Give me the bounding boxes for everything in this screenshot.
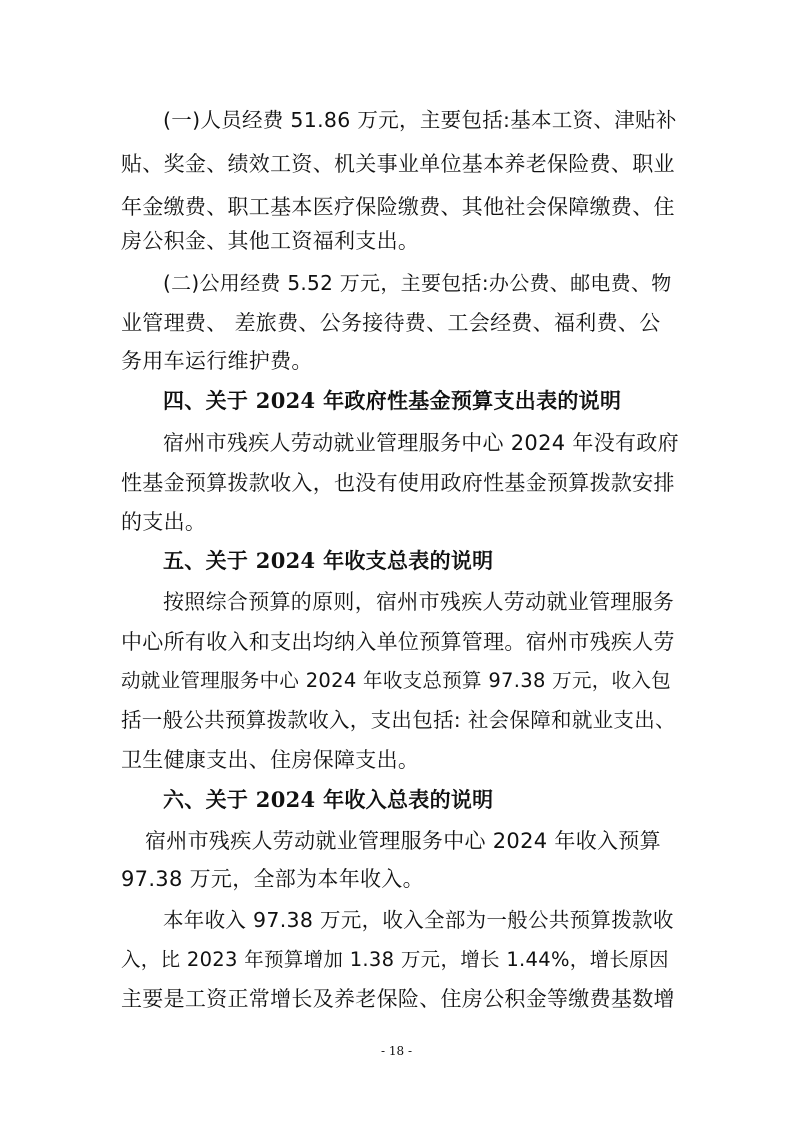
paragraph-budget-line-3: 动就业管理服务中心 2024 年收支总预算 97.38 万元，收入包 [121, 669, 671, 692]
paragraph-personnel-line-4: 房公积金、其他工资福利支出。 [121, 229, 420, 253]
paragraph-personnel-line-3: 年金缴费、职工基本医疗保险缴费、其他社会保障缴费、住 [121, 195, 675, 219]
paragraph-personnel-line-2: 贴、奖金、绩效工资、机关事业单位基本养老保险费、职业 [121, 152, 675, 176]
page-number: - 18 - [380, 1044, 412, 1058]
section-heading-5: 五、关于 2024 年收支总表的说明 [163, 548, 494, 573]
section-heading-6: 六、关于 2024 年收入总表的说明 [163, 787, 494, 812]
paragraph-budget-line-4: 括一般公共预算拨款收入，支出包括: 社会保障和就业支出、 [121, 708, 676, 732]
paragraph-current-income-line-2: 入，比 2023 年预算增加 1.38 万元，增长 1.44%，增长原因 [121, 948, 669, 971]
paragraph-budget-line-2: 中心所有收入和支出均纳入单位预算管理。宿州市残疾人劳 [121, 630, 675, 654]
paragraph-income-line-2: 97.38 万元，全部为本年收入。 [121, 867, 424, 891]
paragraph-personnel-line-1: (一)人员经费 51.86 万元，主要包括:基本工资、津贴补 [163, 108, 677, 132]
paragraph-budget-line-5: 卫生健康支出、住房保障支出。 [121, 748, 420, 772]
paragraph-current-income-line-3: 主要是工资正常增长及养老保险、住房公积金等缴费基数增 [121, 987, 675, 1011]
paragraph-public-line-1: (二)公用经费 5.52 万元，主要包括:办公费、邮电费、物 [163, 271, 672, 295]
section-heading-4: 四、关于 2024 年政府性基金预算支出表的说明 [163, 388, 622, 413]
paragraph-income-line-1: 宿州市残疾人劳动就业管理服务中心 2024 年收入预算 [145, 829, 661, 853]
paragraph-public-line-2: 业管理费、 差旅费、公务接待费、工会经费、福利费、公 [121, 311, 661, 335]
paragraph-gov-fund-line-1: 宿州市残疾人劳动就业管理服务中心 2024 年没有政府 [163, 431, 679, 455]
paragraph-budget-line-1: 按照综合预算的原则，宿州市残疾人劳动就业管理服务 [163, 590, 675, 614]
paragraph-public-line-3: 务用车运行维护费。 [121, 349, 313, 373]
paragraph-gov-fund-line-2: 性基金预算拨款收入，也没有使用政府性基金预算拨款安排 [121, 471, 675, 495]
paragraph-gov-fund-line-3: 的支出。 [121, 510, 207, 534]
paragraph-current-income-line-1: 本年收入 97.38 万元，收入全部为一般公共预算拨款收 [163, 908, 674, 932]
